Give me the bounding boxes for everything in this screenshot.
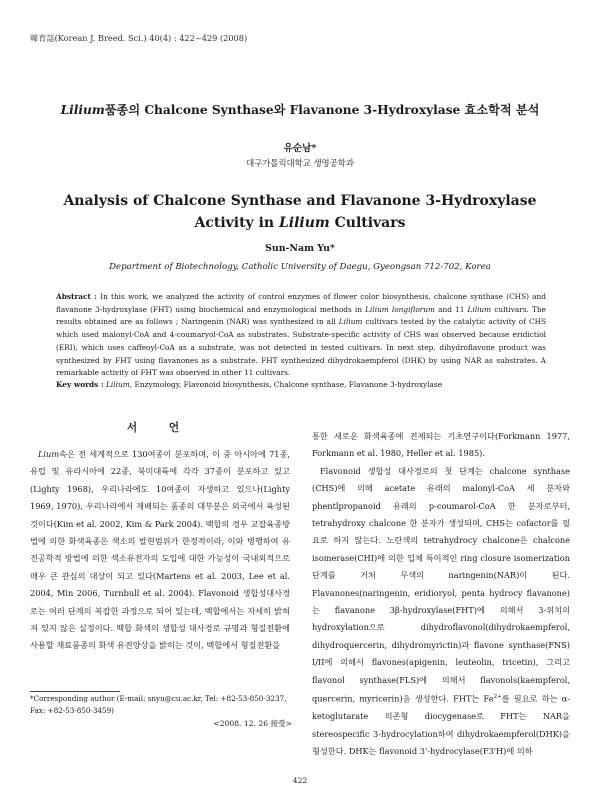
abstract-species-3: Lilium [338, 317, 363, 327]
iron-superscript: 2+ [493, 694, 502, 701]
korean-title-text: 품종의 Chalcone Synthase와 Flavanone 3-Hydroxylase 효소학적 분석 [104, 103, 540, 117]
keywords-list: , Enzymology, Flavonoid biosynthesis, Chalcone synthase, Flavanone 3-hydroxylase [129, 380, 443, 389]
received-date: <2008. 12. 26 接受> [213, 719, 292, 728]
body-left-column [30, 446, 290, 655]
footnote-divider [30, 691, 120, 692]
section-title: 서 언 [126, 422, 194, 434]
english-title-line2-a: Activity in [194, 215, 279, 231]
english-title-genus: Lilium [278, 215, 330, 231]
abstract-species-2: Lilium [467, 304, 492, 314]
abstract-label: Abstract : [56, 292, 97, 301]
korean-author: 유순남* [283, 143, 317, 154]
abstract-text-3: cultivars. The results obtained are as follows ; Naringenin (NAR) was synthesized in all [56, 304, 546, 327]
journal-header: 韓育誌(Korean J. Breed. Sci.) 40(4) : 422~429 (2008) [30, 33, 248, 43]
keywords-genus: Lilium [106, 380, 130, 389]
right-paragraph-2 [312, 463, 570, 761]
right-text-b: 를 필요로 하는 α-ketoglutarate 의존형 diocygenase로 FHT는 NAR을 stereospecific 3-hydrocylation하여 dihydrokaempferol(DHK)을 형성한다. DHK는 flavonoid 3'-hydrocylase(F3'H)에 의하 [312, 693, 571, 757]
abstract [56, 291, 546, 380]
right-text-a: Flavonoid 생합성 대사경로의 첫 단계는 chalcone synthase (CHS)에 의해 acetate 유래의 malonyl-CoA 세 분자와 phentlpropanoid 유래의 p-coumarol-CoA 한 분자로부터, tetrahydroxy chalcone 한 분자가 생성되며, CHS는 cofactor를 필요로 하지 않는다. 노란색의 tetrahydrocy chalcone은 chalcone isomerase(CHI)에 의한 입체 특이적인 ring closure isomerization 단계를 거쳐 무색의 naringenin(NAR)이 된다. Flavanones(naringenin, eridioryol, penta hydrocy flavanone)는 flavanone 3β-hydroxylase(FHT)에 의해서 3-위치의 hydroxylation으로 dihydroflavonol(dihydrokaempferol, dihydroquercerin, dihydromyrictin)과 flavone synthase(FNS) I/II에 의해서 flavones(apigenin, leuteolin, tricetin), 그리고 flavonol synthase(FLS)에 의해서 flavonols(kaempferol, quercerin, myricerin)을 생성한다. FHT는 Fe [312, 465, 570, 704]
keywords [56, 380, 556, 389]
english-affiliation: Department of Biotechnology, Catholic University of Daegu, Gyeongsan 712-702, Korea [109, 262, 491, 272]
abstract-text-1: In this work, we analyzed the activity of control enzymes of flower color biosynthesis, chalcone synthase (CHS) and flavanone 3-hydroxylase (FHT) using biochemical and enzymological methods in [56, 292, 546, 314]
korean-title [0, 101, 600, 118]
abstract-text-2: and 11 [434, 304, 468, 314]
keywords-label: Key words : [56, 380, 104, 389]
right-paragraph-1: 통한 새로운 화색육종에 전제되는 기초연구이다(Forkmann 1977, Forkmann et al. 1980, Heller et al. 1985). [312, 431, 570, 459]
body-right-column [312, 428, 570, 760]
corresponding-author-footnote: *Corresponding author (E-mail: snyu@cu.ac.kr, Tel: +82-53-850-3237, Fax: +82-53-850-3459) [30, 694, 287, 715]
korean-affiliation: 대구가톨릭대학교 생명공학과 [246, 158, 354, 168]
left-genus: Lium [38, 449, 60, 459]
left-text: 속은 전 세계적으로 130여종이 분포하며, 이 중 아시아에 71종, 유럽 및 유라시아에 22종, 북미대륙에 각각 37종이 분포하고 있고(Lighty 1968), 우리나라에도 10여종이 자생하고 있으나(Lighty 1969, 1970), 우리나라에서 재배되는 품종의 대부분은 외국에서 육성된 것이다(Kim et al. 2002, Kim & Park 2004). 백합의 경우 교잡육종방법에 의한 화색육종은 색소의 발현범위가 한정적이라, 이와 병행하여 유전공학적 방법에 의한 색소유전자의 도입에 대한 가능성이 국내외적으로 매우 큰 관심의 대상이 되고 있다(Martens et al. 2003, Lee et al. 2004, Min 2006, Turnbull et al. 2004). Flavonoid 생합성대사경로는 여러 단계의 복잡한 과정으로 되어 있는데, 백합에서는 자세히 밝혀져 있지 않은 실정이다. 백합 화색의 생합성 대사경로 규명과 형질전환에 사용할 재료품종의 화색 유전양상을 밝히는 것이, 백합에서 형질전환을 [30, 449, 290, 651]
english-title-line2 [0, 212, 600, 234]
english-title-line1: Analysis of Chalcone Synthase and Flavanone 3-Hydroxylase [63, 193, 537, 209]
english-author: Sun-Nam Yu* [265, 243, 335, 254]
left-paragraph [30, 446, 290, 655]
korean-title-genus: Lilium [60, 103, 105, 117]
english-title-line2-b: Cultivars [329, 215, 406, 231]
abstract-text-4: cultivars tested by the catalytic activity of CHS which used malonyl-CoA and 4-coumaryol-CoA as substrates. Substrate-specific activity of CHS was observed because eridictiol (ERI), which uses caffeoyl-CoA as a substrate, was not detected in tested cultivars. In next step, dihydroflavone product was synthesized by FHT using flavanones as a substrate. FHT synthesized dihydrokaempferol (DHK) by using NAR as substrates. A remarkable activity of FHT was observed in other 11 cultivars. [56, 317, 547, 378]
english-title [0, 190, 600, 234]
page-number: 422 [292, 776, 308, 785]
abstract-species-1: Lilium longiflorum [365, 304, 435, 314]
